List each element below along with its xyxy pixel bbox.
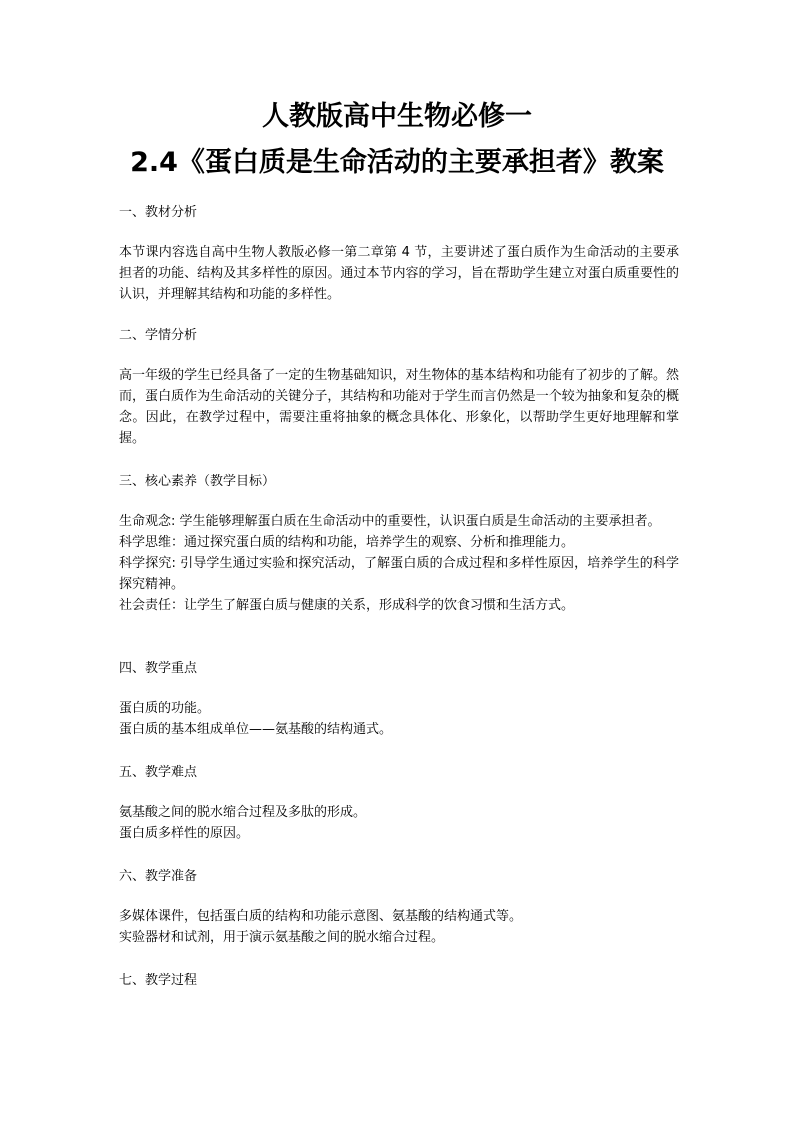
section-teaching-process <box>119 970 679 991</box>
objective-scientific-inquiry: 科学探究: 引导学生通过实验和探究活动，了解蛋白质的合成过程和多样性原因，培养学生的科学探究精神。 <box>119 556 679 592</box>
section-heading: 六、教学准备 <box>119 869 198 884</box>
section-key-points <box>119 658 679 740</box>
section-heading: 二、学情分析 <box>119 328 198 343</box>
section-core-literacy <box>119 471 679 616</box>
section-paragraph: 本节课内容选自高中生物人教版必修一第二章第 4 节，主要讲述了蛋白质作为生命活动的主要承担者的功能、结构及其多样性的原因。通过本节内容的学习，旨在帮助学生建立对蛋白质重要性的认识，并理解其结构和功能的多样性。 <box>119 245 679 302</box>
preparation-item: 多媒体课件，包括蛋白质的结构和功能示意图、氨基酸的结构通式等。 <box>119 909 523 924</box>
preparation-item: 实验器材和试剂，用于演示氨基酸之间的脱水缩合过程。 <box>119 930 445 945</box>
section-paragraph: 高一年级的学生已经具备了一定的生物基础知识，对生物体的基本结构和功能有了初步的了解。然而，蛋白质作为生命活动的关键分子，其结构和功能对于学生而言仍然是一个较为抽象和复杂的概念。因此，在教学过程中，需要注重将抽象的概念具体化、形象化，以帮助学生更好地理解和掌握。 <box>119 368 679 446</box>
document-title-line-2: 2.4《蛋白质是生命活动的主要承担者》教案 <box>130 147 664 178</box>
section-heading: 四、教学重点 <box>119 661 198 676</box>
objective-life-concept: 生命观念: 学生能够理解蛋白质在生命活动中的重要性，认识蛋白质是生命活动的主要承担者。 <box>119 514 661 529</box>
section-difficult-points <box>119 762 679 844</box>
section-teaching-preparation <box>119 866 679 948</box>
key-point-item: 蛋白质的功能。 <box>119 701 211 716</box>
section-heading: 七、教学过程 <box>119 973 198 988</box>
difficult-point-item: 蛋白质多样性的原因。 <box>119 826 250 841</box>
difficult-point-item: 氨基酸之间的脱水缩合过程及多肽的形成。 <box>119 805 367 820</box>
key-point-item: 蛋白质的基本组成单位——氨基酸的结构通式。 <box>119 722 393 737</box>
objective-social-responsibility: 社会责任：让学生了解蛋白质与健康的关系，形成科学的饮食习惯和生活方式。 <box>119 598 575 613</box>
section-heading: 三、核心素养（教学目标） <box>119 474 276 489</box>
section-heading: 五、教学难点 <box>119 765 198 780</box>
section-textbook-analysis <box>119 202 679 305</box>
section-heading: 一、教材分析 <box>119 205 198 220</box>
objective-scientific-thinking: 科学思维：通过探究蛋白质的结构和功能，培养学生的观察、分析和推理能力。 <box>119 535 575 550</box>
document-title-line-1: 人教版高中生物必修一 <box>262 101 532 132</box>
section-student-analysis <box>119 325 679 449</box>
